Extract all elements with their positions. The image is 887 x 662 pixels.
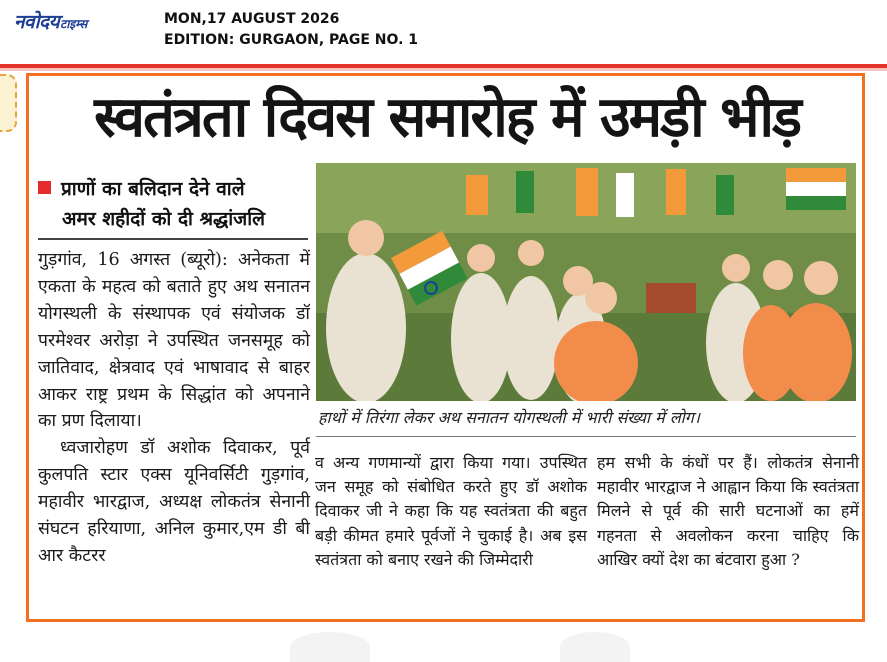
article-column-2 (315, 451, 587, 572)
photo-caption: हाथों में तिरंगा लेकर अथ सनातन योगस्थली में भारी संख्या में लोग। (318, 408, 700, 427)
red-square-bullet-icon (38, 181, 51, 194)
photo-crowd-with-flags-icon (316, 163, 856, 401)
masthead-shadow-rule (0, 68, 887, 71)
edition-info (164, 9, 418, 51)
article-column-3 (597, 451, 859, 572)
newspaper-logo[interactable] (14, 8, 87, 38)
col1-paragraph-1: गुड़गांव, 16 अगस्त (ब्यूरो): अनेकता में एकता के महत्व को बताते हुए अथ सनातन योगस्थली के संस्थापक एवं संयोजक डॉ परमेश्वर अरोड़ा ने उपस्थित जनसमूह को जातिवाद, क्षेत्रवाद एवं भाषावाद से बाहर आकर राष्ट्र प्रथम के सिद्धांत को अपनाने का प्रण दिलाया। (38, 250, 310, 432)
news-photo[interactable] (316, 163, 856, 401)
article-subheadline (38, 174, 308, 234)
col2-paragraph: व अन्य गणमान्यों द्वारा किया गया। उपस्थित जन समूह को संबोधित करते हुए डॉ अशोक दिवाकर जी ने कहा कि यह स्वतंत्रता की बहुत बड़ी कीमत हमारे पूर्वजों ने चुकाई है। अब इस स्वतंत्रता को बनाए रखने की जिम्मेदारी (315, 453, 587, 569)
subhead-line-1: प्राणों का बलिदान देने वाले (61, 178, 245, 200)
col1-paragraph-2: ध्वजारोहण डॉ अशोक दिवाकर, पूर्व कुलपति स्टार एक्स यूनिवर्सिटी गुड़गांव, महावीर भारद्वाज, अध्यक्ष लोकतंत्र सेनानी संघटन हरियाणा, अनिल कुमार,एम डी बी आर कैटरर (38, 438, 310, 566)
edition-page: EDITION: GURGAON, PAGE NO. 1 (164, 32, 419, 48)
col3-paragraph: हम सभी के कंधों पर हैं। लोकतंत्र सेनानी महावीर भारद्वाज ने आह्वान किया कि स्वतंत्रता मिलने से पूर्व की सारी घटनाओं का हमें गहनता से अवलोकन करना चाहिए कि आखिर क्यों देश का बंटवारा हुआ ? (597, 453, 859, 569)
publication-date: MON,17 AUGUST 2026 (164, 11, 340, 27)
article-column-1 (38, 247, 310, 570)
article-headline: स्वतंत्रता दिवस समारोह में उमड़ी भीड़ (94, 85, 800, 150)
next-article-shape (560, 632, 630, 662)
adjacent-clipping-edge (0, 74, 17, 132)
next-article-shape (290, 632, 370, 662)
masthead-bar (0, 0, 887, 64)
subhead-divider (38, 238, 308, 240)
subhead-line-2: अमर शहीदों को दी श्रद्धांजलि (62, 208, 266, 230)
caption-divider (316, 436, 856, 437)
next-article-edge (0, 624, 887, 649)
logo-sub-text: टाइम्स (60, 17, 88, 31)
logo-main-text: नवोदय (14, 11, 60, 33)
